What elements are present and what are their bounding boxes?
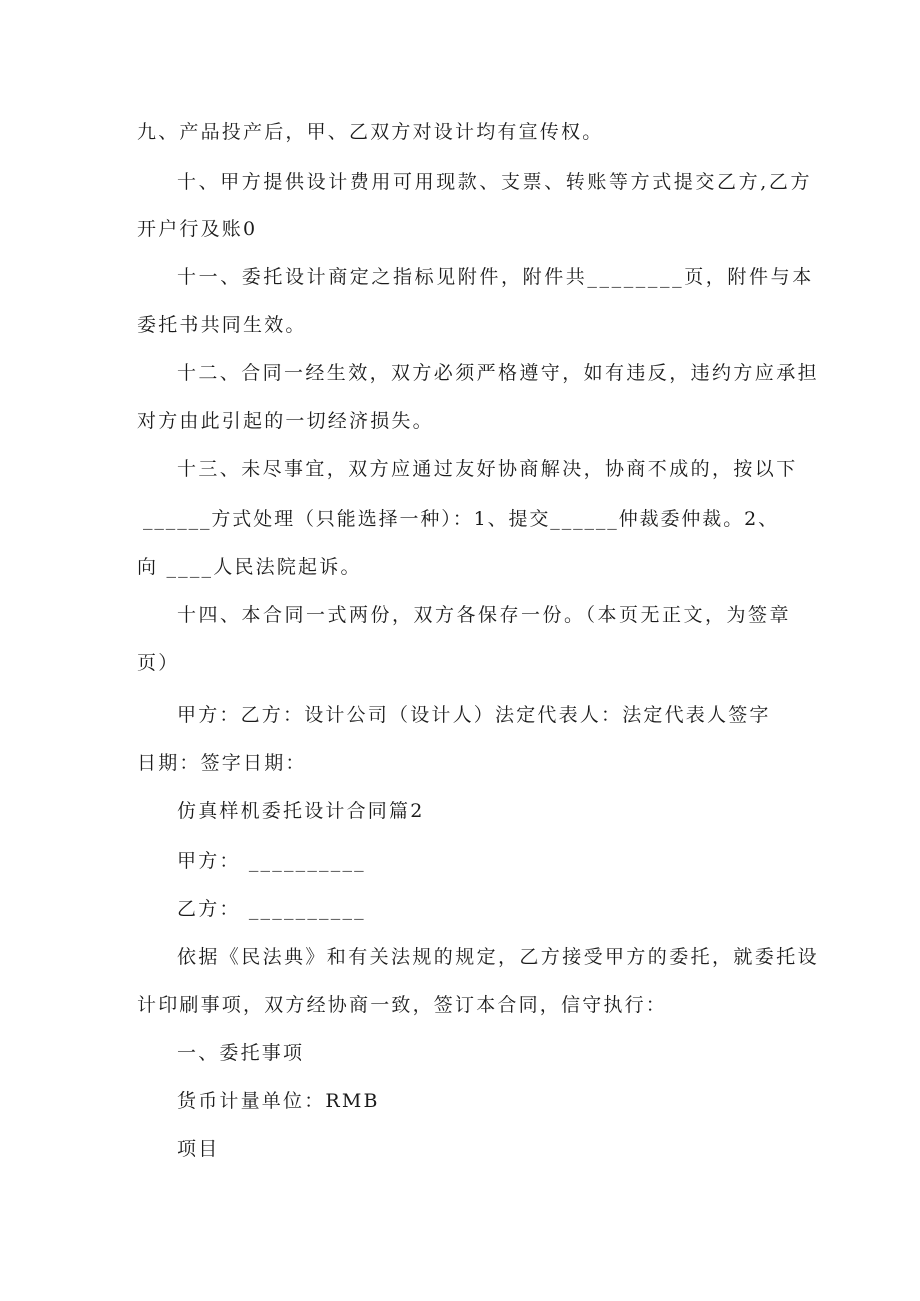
clause-13-continued-2: 向 ____人民法院起诉。: [137, 556, 362, 578]
signature-dates: 日期：签字日期：: [137, 752, 307, 774]
signature-block: 甲方：乙方：设计公司（设计人）法定代表人：法定代表人签字: [177, 704, 771, 726]
party-b-field: 乙方： __________: [177, 898, 366, 920]
clause-9: 九、产品投产后，甲、乙双方对设计均有宣传权。: [137, 121, 604, 143]
currency-unit: 货币计量单位：RMB: [177, 1090, 380, 1112]
party-a-field: 甲方： __________: [177, 850, 366, 872]
clause-10-continued: 开户行及账0: [137, 218, 258, 240]
article-1-heading: 一、委托事项: [177, 1042, 305, 1064]
preamble-continued: 计印刷事项，双方经协商一致，签订本合同，信守执行：: [137, 994, 668, 1016]
item-label: 项目: [177, 1138, 220, 1160]
clause-12: 十二、合同一经生效，双方必须严格遵守，如有违反，违约方应承担: [177, 362, 820, 384]
clause-11-continued: 委托书共同生效。: [137, 314, 307, 336]
clause-14: 十四、本合同一式两份，双方各保存一份。（本页无正文，为签章: [177, 604, 792, 626]
clause-10: 十、甲方提供设计费用可用现款、支票、转账等方式提交乙方,乙方: [177, 171, 813, 193]
clause-14-continued: 页）: [137, 652, 180, 674]
clause-13-continued: ______方式处理（只能选择一种）：1、提交______仲裁委仲裁。2、: [143, 508, 779, 530]
clause-11: 十一、委托设计商定之指标见附件，附件共________页，附件与本: [177, 266, 814, 288]
section-title: 仿真样机委托设计合同篇2: [177, 800, 425, 822]
clause-12-continued: 对方由此引起的一切经济损失。: [137, 410, 434, 432]
preamble: 依据《民法典》和有关法规的规定，乙方接受甲方的委托，就委托设: [177, 946, 820, 968]
clause-13: 十三、未尽事宜，双方应通过友好协商解决，协商不成的，按以下: [177, 458, 798, 480]
